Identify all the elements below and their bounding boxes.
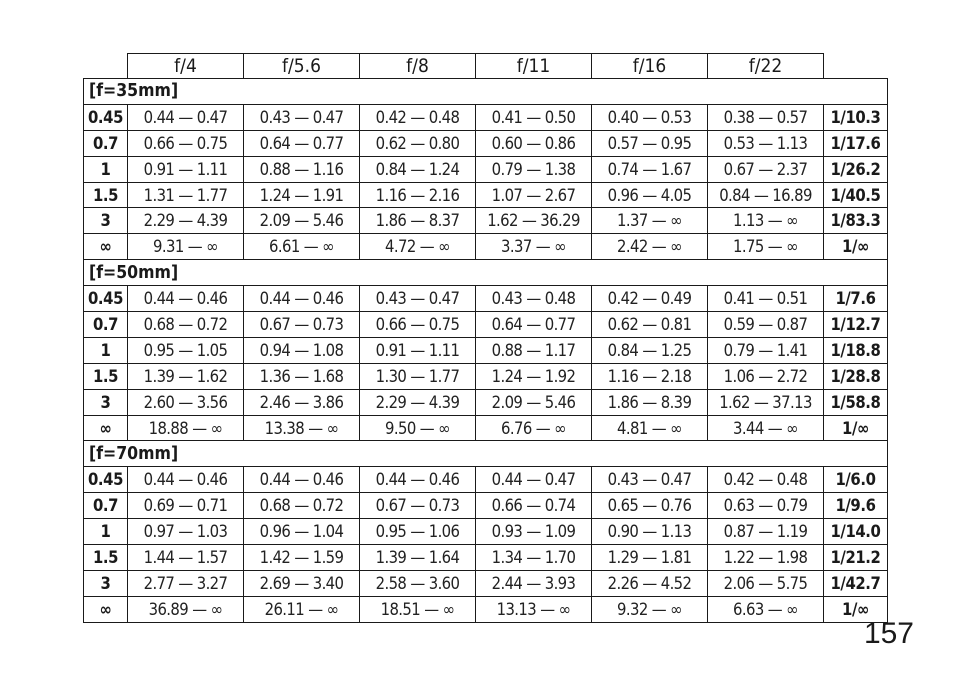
range-cell: 1.37 — ∞ — [592, 208, 708, 234]
range-cell: 1.16 — 2.18 — [592, 363, 708, 389]
range-cell: 1.29 — 1.81 — [592, 545, 708, 571]
range-cell: 0.43 — 0.47 — [244, 104, 360, 130]
table-row — [84, 182, 888, 208]
range-cell: 0.79 — 1.38 — [476, 156, 592, 182]
range-cell: 13.38 — ∞ — [244, 415, 360, 441]
distance-cell: 1 — [84, 519, 128, 545]
range-cell: 0.57 — 0.95 — [592, 130, 708, 156]
distance-cell: 0.7 — [84, 130, 128, 156]
range-cell: 0.87 — 1.19 — [708, 519, 824, 545]
range-cell: 0.95 — 1.05 — [128, 337, 244, 363]
range-cell: 1.13 — ∞ — [708, 208, 824, 234]
magnification-cell: 1/10.3 — [824, 104, 888, 130]
range-cell: 0.43 — 0.47 — [592, 467, 708, 493]
range-cell: 2.60 — 3.56 — [128, 389, 244, 415]
range-cell: 0.43 — 0.48 — [476, 286, 592, 312]
magnification-cell: 1/42.7 — [824, 570, 888, 596]
range-cell: 2.06 — 5.75 — [708, 570, 824, 596]
range-cell: 0.91 — 1.11 — [360, 337, 476, 363]
distance-cell: 1 — [84, 337, 128, 363]
range-cell: 0.93 — 1.09 — [476, 519, 592, 545]
distance-cell: 3 — [84, 208, 128, 234]
magnification-cell: 1/∞ — [824, 234, 888, 260]
magnification-cell: 1/26.2 — [824, 156, 888, 182]
range-cell: 0.42 — 0.48 — [360, 104, 476, 130]
range-cell: 36.89 — ∞ — [128, 596, 244, 622]
range-cell: 0.44 — 0.46 — [244, 467, 360, 493]
distance-cell: 3 — [84, 389, 128, 415]
page-number: 157 — [863, 617, 914, 650]
distance-cell: 0.45 — [84, 104, 128, 130]
magnification-cell: 1/21.2 — [824, 545, 888, 571]
range-cell: 0.53 — 1.13 — [708, 130, 824, 156]
aperture-header: f/11 — [476, 54, 592, 79]
range-cell: 1.39 — 1.62 — [128, 363, 244, 389]
distance-cell: 1.5 — [84, 182, 128, 208]
table-row — [84, 130, 888, 156]
range-cell: 0.79 — 1.41 — [708, 337, 824, 363]
magnification-cell: 1/17.6 — [824, 130, 888, 156]
range-cell: 2.26 — 4.52 — [592, 570, 708, 596]
section-header-row — [84, 260, 888, 286]
range-cell: 0.43 — 0.47 — [360, 286, 476, 312]
range-cell: 1.22 — 1.98 — [708, 545, 824, 571]
distance-cell: 3 — [84, 570, 128, 596]
distance-cell: 1.5 — [84, 545, 128, 571]
table-row — [84, 596, 888, 622]
distance-cell: ∞ — [84, 415, 128, 441]
aperture-header: f/4 — [128, 54, 244, 79]
range-cell: 2.09 — 5.46 — [476, 389, 592, 415]
range-cell: 0.44 — 0.46 — [128, 467, 244, 493]
distance-cell: 1 — [84, 156, 128, 182]
range-cell: 18.88 — ∞ — [128, 415, 244, 441]
table-row — [84, 104, 888, 130]
range-cell: 9.31 — ∞ — [128, 234, 244, 260]
range-cell: 0.88 — 1.16 — [244, 156, 360, 182]
range-cell: 0.41 — 0.51 — [708, 286, 824, 312]
range-cell: 0.44 — 0.47 — [476, 467, 592, 493]
range-cell: 6.63 — ∞ — [708, 596, 824, 622]
range-cell: 0.42 — 0.48 — [708, 467, 824, 493]
table-row — [84, 519, 888, 545]
range-cell: 1.06 — 2.72 — [708, 363, 824, 389]
range-cell: 1.16 — 2.16 — [360, 182, 476, 208]
table-row — [84, 389, 888, 415]
focal-length-label: [f=70mm] — [84, 441, 888, 467]
aperture-header: f/8 — [360, 54, 476, 79]
magnification-cell: 1/58.8 — [824, 389, 888, 415]
range-cell: 2.46 — 3.86 — [244, 389, 360, 415]
range-cell: 1.42 — 1.59 — [244, 545, 360, 571]
range-cell: 0.67 — 0.73 — [244, 312, 360, 338]
range-cell: 0.63 — 0.79 — [708, 493, 824, 519]
range-cell: 1.07 — 2.67 — [476, 182, 592, 208]
range-cell: 1.24 — 1.91 — [244, 182, 360, 208]
table-row — [84, 467, 888, 493]
section-header-row — [84, 79, 888, 105]
table-row — [84, 570, 888, 596]
distance-cell: 0.45 — [84, 467, 128, 493]
range-cell: 0.84 — 1.25 — [592, 337, 708, 363]
range-cell: 13.13 — ∞ — [476, 596, 592, 622]
range-cell: 4.72 — ∞ — [360, 234, 476, 260]
range-cell: 1.44 — 1.57 — [128, 545, 244, 571]
range-cell: 0.66 — 0.75 — [360, 312, 476, 338]
range-cell: 0.59 — 0.87 — [708, 312, 824, 338]
range-cell: 1.34 — 1.70 — [476, 545, 592, 571]
range-cell: 0.97 — 1.03 — [128, 519, 244, 545]
table-row — [84, 363, 888, 389]
aperture-header-row — [84, 54, 888, 79]
range-cell: 0.64 — 0.77 — [476, 312, 592, 338]
range-cell: 18.51 — ∞ — [360, 596, 476, 622]
range-cell: 0.62 — 0.80 — [360, 130, 476, 156]
distance-cell: 0.7 — [84, 493, 128, 519]
distance-cell: ∞ — [84, 596, 128, 622]
aperture-header: f/16 — [592, 54, 708, 79]
table-row — [84, 493, 888, 519]
magnification-cell: 1/∞ — [824, 415, 888, 441]
magnification-cell: 1/83.3 — [824, 208, 888, 234]
range-cell: 0.74 — 1.67 — [592, 156, 708, 182]
focal-length-label: [f=35mm] — [84, 79, 888, 105]
magnification-cell: 1/6.0 — [824, 467, 888, 493]
range-cell: 0.60 — 0.86 — [476, 130, 592, 156]
range-cell: 2.29 — 4.39 — [360, 389, 476, 415]
range-cell: 1.24 — 1.92 — [476, 363, 592, 389]
range-cell: 0.68 — 0.72 — [244, 493, 360, 519]
depth-of-field-table — [83, 53, 888, 623]
table-row — [84, 415, 888, 441]
range-cell: 1.62 — 37.13 — [708, 389, 824, 415]
range-cell: 0.65 — 0.76 — [592, 493, 708, 519]
range-cell: 0.64 — 0.77 — [244, 130, 360, 156]
range-cell: 0.84 — 1.24 — [360, 156, 476, 182]
range-cell: 4.81 — ∞ — [592, 415, 708, 441]
range-cell: 1.39 — 1.64 — [360, 545, 476, 571]
range-cell: 0.91 — 1.11 — [128, 156, 244, 182]
magnification-cell: 1/14.0 — [824, 519, 888, 545]
range-cell: 2.09 — 5.46 — [244, 208, 360, 234]
table-row — [84, 234, 888, 260]
range-cell: 9.32 — ∞ — [592, 596, 708, 622]
table-row — [84, 286, 888, 312]
range-cell: 0.88 — 1.17 — [476, 337, 592, 363]
range-cell: 3.37 — ∞ — [476, 234, 592, 260]
magnification-cell: 1/9.6 — [824, 493, 888, 519]
range-cell: 0.84 — 16.89 — [708, 182, 824, 208]
range-cell: 1.36 — 1.68 — [244, 363, 360, 389]
table-row — [84, 156, 888, 182]
range-cell: 0.69 — 0.71 — [128, 493, 244, 519]
range-cell: 0.38 — 0.57 — [708, 104, 824, 130]
range-cell: 2.29 — 4.39 — [128, 208, 244, 234]
range-cell: 2.44 — 3.93 — [476, 570, 592, 596]
range-cell: 0.67 — 0.73 — [360, 493, 476, 519]
range-cell: 0.62 — 0.81 — [592, 312, 708, 338]
range-cell: 0.40 — 0.53 — [592, 104, 708, 130]
range-cell: 2.58 — 3.60 — [360, 570, 476, 596]
range-cell: 0.66 — 0.75 — [128, 130, 244, 156]
range-cell: 0.96 — 1.04 — [244, 519, 360, 545]
table-row — [84, 312, 888, 338]
range-cell: 0.44 — 0.46 — [128, 286, 244, 312]
range-cell: 1.31 — 1.77 — [128, 182, 244, 208]
range-cell: 1.30 — 1.77 — [360, 363, 476, 389]
magnification-cell: 1/28.8 — [824, 363, 888, 389]
range-cell: 1.75 — ∞ — [708, 234, 824, 260]
range-cell: 0.42 — 0.49 — [592, 286, 708, 312]
range-cell: 6.76 — ∞ — [476, 415, 592, 441]
header-blank-left — [84, 54, 128, 79]
distance-cell: ∞ — [84, 234, 128, 260]
aperture-header: f/5.6 — [244, 54, 360, 79]
table-row — [84, 545, 888, 571]
range-cell: 2.77 — 3.27 — [128, 570, 244, 596]
magnification-cell: 1/12.7 — [824, 312, 888, 338]
range-cell: 0.68 — 0.72 — [128, 312, 244, 338]
distance-cell: 0.7 — [84, 312, 128, 338]
range-cell: 2.42 — ∞ — [592, 234, 708, 260]
range-cell: 0.44 — 0.47 — [128, 104, 244, 130]
distance-cell: 0.45 — [84, 286, 128, 312]
magnification-cell: 1/40.5 — [824, 182, 888, 208]
range-cell: 0.96 — 4.05 — [592, 182, 708, 208]
range-cell: 6.61 — ∞ — [244, 234, 360, 260]
range-cell: 2.69 — 3.40 — [244, 570, 360, 596]
range-cell: 0.67 — 2.37 — [708, 156, 824, 182]
range-cell: 1.86 — 8.37 — [360, 208, 476, 234]
section-header-row — [84, 441, 888, 467]
range-cell: 0.95 — 1.06 — [360, 519, 476, 545]
range-cell: 0.44 — 0.46 — [244, 286, 360, 312]
range-cell: 1.86 — 8.39 — [592, 389, 708, 415]
range-cell: 0.44 — 0.46 — [360, 467, 476, 493]
range-cell: 0.41 — 0.50 — [476, 104, 592, 130]
table-body — [84, 79, 888, 623]
magnification-cell: 1/7.6 — [824, 286, 888, 312]
range-cell: 3.44 — ∞ — [708, 415, 824, 441]
range-cell: 0.90 — 1.13 — [592, 519, 708, 545]
distance-cell: 1.5 — [84, 363, 128, 389]
magnification-cell: 1/18.8 — [824, 337, 888, 363]
range-cell: 1.62 — 36.29 — [476, 208, 592, 234]
magnification-cell: 1/∞ — [824, 596, 888, 622]
range-cell: 26.11 — ∞ — [244, 596, 360, 622]
table-row — [84, 337, 888, 363]
aperture-header: f/22 — [708, 54, 824, 79]
range-cell: 9.50 — ∞ — [360, 415, 476, 441]
range-cell: 0.94 — 1.08 — [244, 337, 360, 363]
table-row — [84, 208, 888, 234]
focal-length-label: [f=50mm] — [84, 260, 888, 286]
range-cell: 0.66 — 0.74 — [476, 493, 592, 519]
header-blank-right — [824, 54, 888, 79]
